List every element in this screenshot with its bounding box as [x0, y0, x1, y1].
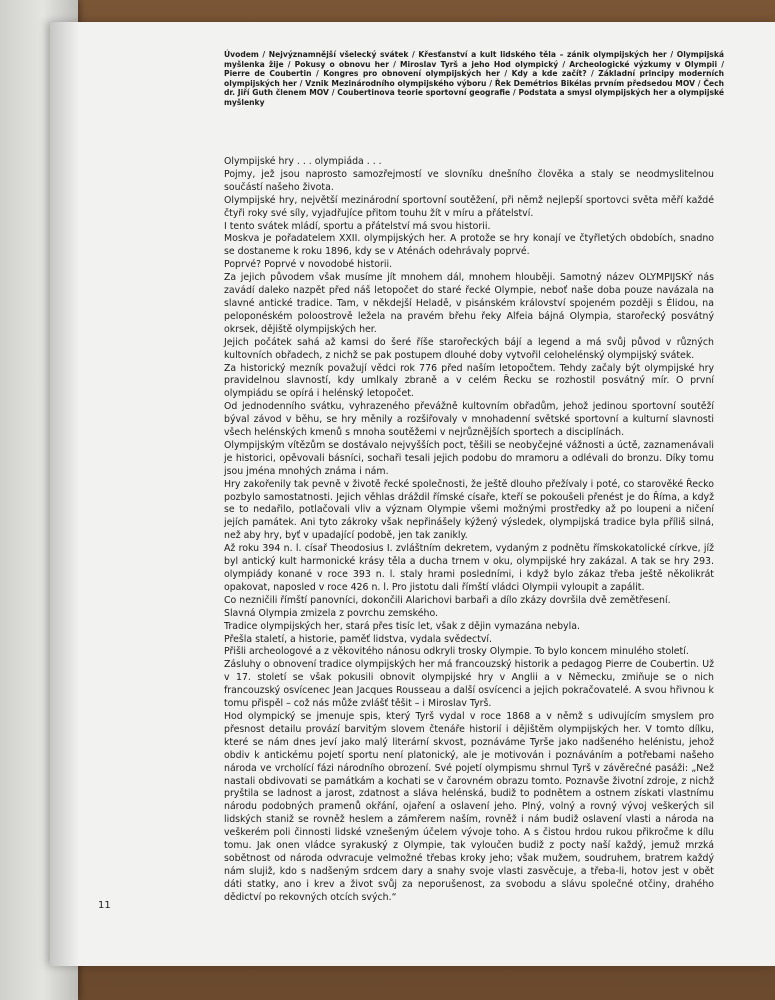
paragraph: Jejich počátek sahá až kamsi do šeré říše starořeckých bájí a legend a má svůj původ v různých kultovních obřadech, z nichž se pak postupem dlouhé doby vytvořil celohelénský olympijský svátek. [224, 336, 714, 361]
paragraph: Hry zakořenily tak pevně v životě řecké společnosti, že ještě dlouho přežívaly i poté, co starověké Řecko pozbylo samostatnosti. Jejich věhlas dráždil římské císaře, kteří se pokoušeli přenést je do Říma, a když se to nedařilo, potlačovali vliv a význam Olympie všemi možnými prostředky až po loupeni a ničení jejích památek. Ani tyto zákroky však nepřinášely kýžený výsledek, olympijská tradice byla příliš silná, než aby hry, byť v upadající podobě, jen tak zanikly. [224, 478, 714, 542]
paragraph: Za jejich původem však musíme jít mnohem dál, mnohem hlouběji. Samotný název OLYMPIJSKÝ nás zavádí daleko nazpět před náš letopočet do staré řecké Olympie, neboť naše doba pouze navázala na slavné antické tradice. Tam, v někdejší Heladě, v pisánském království spojeném později s Élidou, na peloponéském poloostrově ležela na pravém břehu řeky Alfeia bájná Olympia, starořecký posvátný okrsek, dějiště olympijských her. [224, 272, 714, 335]
paragraph: Slavná Olympia zmizela z povrchu zemského. [224, 607, 438, 619]
page-number: 11 [98, 900, 111, 911]
paragraph: Co nezničili římští panovníci, dokončili Alarichovi barbaři a dílo zkázy dovršila dvě zemětřesení. [224, 594, 671, 606]
paragraph: Olympijské hry, největší mezinárodní sportovní soutěžení, při němž nejlepší sportovci světa měří každé čtyři roky své síly, vyjadřujíce přitom touhu žít v míru a přátelství. [224, 194, 714, 219]
paragraph: Hod olympický se jmenuje spis, který Tyrš vydal v roce 1868 a v němž s udivujícím smyslem pro přesnost detailu provází barvitým slovem čtenáře historií i dějištěm olympijských her. V tomto dílku, které se nám dnes jeví jako malý literární skvost, poznáváme Tyrše jako nadšeného helénistu, jehož obdiv k antickému pojetí sportu není platonický, ale je motivován i poznáváním a potřebami našeho národa ve vrcholící fázi národního obrození. Své pojetí olympismu shrnul Tyrš v závěrečné pasáži: „Než nastali obdivovati se památkám a kochati se v čarovném obrazu tomto. Poznavše životní zdroje, z nichž pryštila se ladnost a jarost, zdatnost a sláva helénská, budiž to podnětem a ostnem získati vlastnímu národu podobných pramenů okřání, ojaření a oslavení jeho. Plný, volný a rovný vývoj veškerých sil lidských staniž se rovněž heslem a zámřerem naším, rovněž i nám budiž oslavení vlasti a národa na veškerém poli činnosti lidské vznešeným účelem vývoje toho. A s čistou hrdou rukou přikročme k dílu tomu. Jak onen vládce syrakuský z Olympie, tak vyloučen budiž z pocty naší každý, jemuž mrzká sobětnost od národa odvracuje velmožné třebas kroky jeho; však mužem, soudruhem, bratrem každý nám slujiž, kdo s nadšeným srdcem dary a snahy svoje vlasti zasvěcuje, a třeba-li, hotov jest v obět dáti statky, ano i krev a život svůj za neporušenost, za svobodu a slávu společné otčiny, drahého dědictví po rekovných otcích svých.“ [224, 710, 714, 903]
paragraph: Pojmy, jež jsou naprosto samozřejmostí ve slovníku dnešního člověka a staly se neodmyslitelnou součástí našeho života. [224, 168, 714, 193]
paragraph: Zásluhy o obnovení tradice olympijských her má francouzský historik a pedagog Pierre de Coubertin. Už v 17. století se však pokusili obnovit olympijské hry v Anglii a v Německu, zmiňuje se o nich francouzský osvícenec Jean Jacques Rousseau a další osvícenci a jejich pokračovatelé. A svou hřivnou k tomu přispěl – což nás může zvlášť těšit – i Miroslav Tyrš. [224, 659, 714, 710]
paragraph: Poprvé? Poprvé v novodobé historii. [224, 259, 393, 271]
paragraph: Za historický mezník považují vědci rok 776 před naším letopočtem. Tehdy začaly být olympijské hry pravidelnou slavností, kdy umlkaly zbraně a v celém Řecku se rozhostil posvátný mír. O první olympiádu se opírá i helénský letopočet. [224, 362, 714, 400]
paragraph: Od jednodenního svátku, vyhrazeného převážně kultovním obřadům, jehož jedinou sportovní soutěží býval závod v běhu, se hry měnily a rozšiřovaly v mnohadenní světské sportovní a kulturní slavnosti všech helénských kmenů s mnoha soutěžemi v nejrůznějších sportech a disciplínách. [224, 401, 714, 439]
paragraph: Moskva je pořadatelem XXII. olympijských her. A protože se hry konají ve čtyřletých obdobích, snadno se dostaneme k roku 1896, kdy se v Aténách odehrávaly poprvé. [224, 233, 714, 258]
paragraph: Přešla staletí, a historie, paměť lidstva, vydala svědectví. [224, 633, 493, 645]
paragraph: Až roku 394 n. l. císař Theodosius I. zvláštním dekretem, vydaným z podnětu římskokatolické církve, jíž byl antický kult harmonické krásy těla a ducha trnem v oku, olympijské hry zakázal. A tak se hry 293. olympiády konané v roce 393 n. l. staly hrami posledními, i když bylo zákaz třeba ještě několikrát opakovat, naposled v roce 426 n. l. Pro jistotu dali římští vládci Olympii vyloupit a zapálit. [224, 543, 714, 593]
paragraph: Olympijským vítězům se dostávalo nejvyšších poct, těšili se neobyčejné vážnosti a úctě, zaznamenávali je historici, opěvovali básníci, sochaři tesali jejich podobu do mramoru a odlévali do bronzu. Díky tomu jsou jména mnohých známa i nám. [224, 439, 714, 477]
paragraph: Olympijské hry . . . olympiáda . . . [224, 156, 382, 167]
paragraph: Tradice olympijských her, stará přes tisíc let, však z dějin vymazána nebyla. [224, 620, 580, 632]
chapter-contents-summary: Úvodem / Nejvýznamnější všelecký svátek / Křesťanství a kult lidského těla – zánik olympijských her / Olympijská myšlenka žije / Pokusy o obnovu her / Miroslav Tyrš a jeho Hod olympický / Archeologické výzkumy v Olympii / Pierre de Coubertin / Kongres pro obnovení olympijských her / Kdy a kde začít? / Základní principy moderních olympijských her / Vznik Mezinárodního olympijského výboru / Řek Demétrios Bikélas prvním předsedou MOV / Čech dr. Jiří Guth členem MOV / Coubertinova teorie sportovní geografie / Podstata a smysl olympijských her a olympijské myšlenky [224, 50, 724, 107]
paragraph: I tento svátek mládí, sportu a přátelství má svou historii. [224, 220, 491, 232]
book-page [50, 22, 775, 966]
body-text [224, 156, 714, 905]
paragraph: Přišli archeologové a z věkovitého nánosu odkryli trosky Olympie. To bylo koncem minulého století. [224, 646, 689, 658]
